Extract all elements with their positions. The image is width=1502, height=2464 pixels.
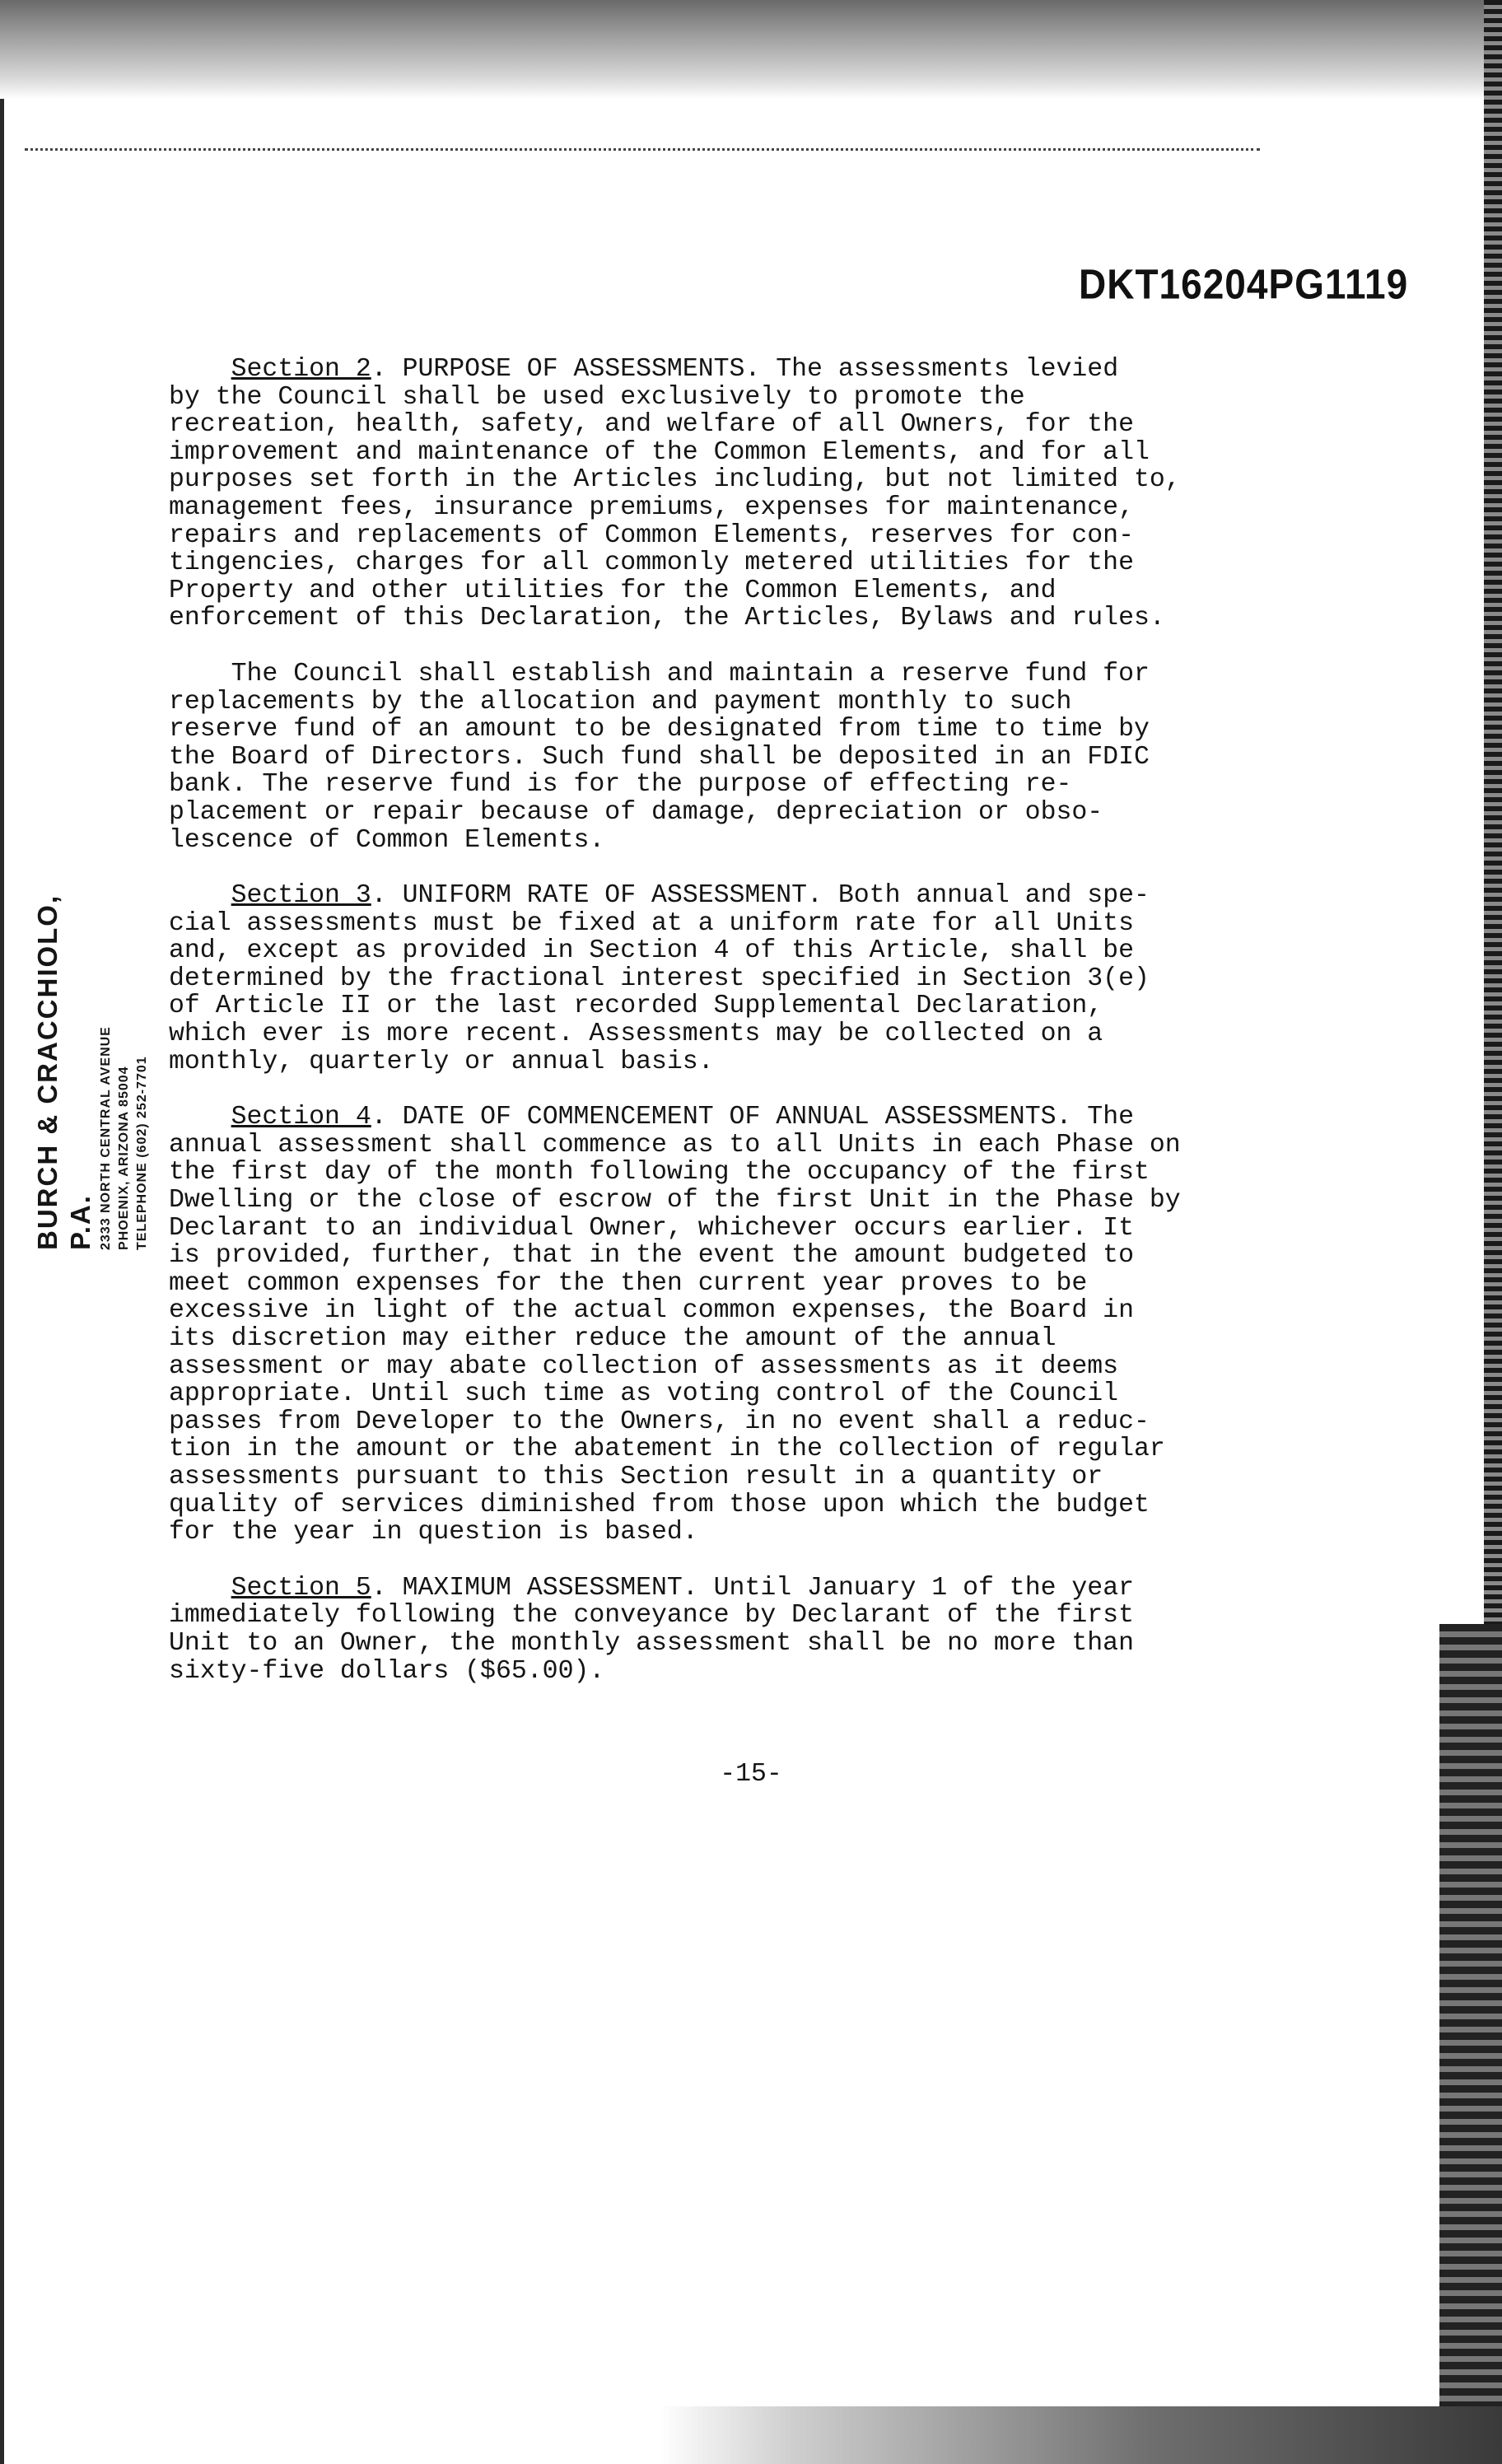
text-line: Unit to an Owner, the monthly assessment shall be no more than: [169, 1628, 1134, 1658]
text-line: cial assessments must be fixed at a uniform rate for all Units: [169, 908, 1134, 938]
section-paragraph: [169, 660, 1330, 854]
text-line: assessment or may abate collection of assessments as it deems: [169, 1351, 1119, 1381]
text-line: enforcement of this Declaration, the Articles, Bylaws and rules.: [169, 604, 1165, 633]
scan-edge-top: [0, 0, 1502, 99]
text-line: determined by the fractional interest specified in Section 3(e): [169, 964, 1150, 993]
text-line: repairs and replacements of Common Elements, reserves for con-: [169, 520, 1134, 550]
section-paragraph: [169, 1104, 1330, 1547]
text-line: for the year in question is based.: [169, 1518, 698, 1547]
text-line: passes from Developer to the Owners, in no event shall a reduc-: [169, 1407, 1150, 1436]
docket-number: DKT16204PG1119: [1079, 260, 1409, 308]
text-line: by the Council shall be used exclusively to promote the: [169, 382, 1025, 412]
section-paragraph: [169, 882, 1330, 1076]
firm-street: 2333 NORTH CENTRAL AVENUE: [99, 1026, 113, 1250]
text-line: Declarant to an individual Owner, whichever occurs earlier. It: [169, 1213, 1134, 1243]
scan-noise-rule: [25, 148, 1260, 151]
firm-telephone: TELEPHONE (602) 252-7701: [135, 1056, 149, 1250]
text-line: Section 4. DATE OF COMMENCEMENT OF ANNUAL ASSESSMENTS. The: [231, 1103, 1135, 1132]
text-line: bank. The reserve fund is for the purpose of effecting re-: [169, 770, 1072, 800]
text-line: its discretion may either reduce the amount of the annual: [169, 1324, 1057, 1353]
section-heading: Section 2: [231, 355, 371, 384]
text-line: sixty-five dollars ($65.00).: [169, 1656, 605, 1686]
scan-edge-bottom: [659, 2406, 1502, 2464]
section-paragraph: [169, 356, 1330, 632]
text-line: improvement and maintenance of the Common Elements, and for all: [169, 437, 1150, 467]
text-line: Property and other utilities for the Common Elements, and: [169, 576, 1057, 605]
text-line: placement or repair because of damage, depreciation or obso-: [169, 797, 1103, 827]
text-line: the first day of the month following the occupancy of the first: [169, 1158, 1150, 1188]
text-line: purposes set forth in the Articles including, but not limited to,: [169, 465, 1181, 495]
text-line: of Article II or the last recorded Supplemental Declaration,: [169, 992, 1103, 1021]
text-line: lescence of Common Elements.: [169, 825, 605, 855]
text-line: monthly, quarterly or annual basis.: [169, 1047, 714, 1076]
text-line: The Council shall establish and maintain a reserve fund for: [169, 659, 1150, 688]
text-line: recreation, health, safety, and welfare of all Owners, for the: [169, 410, 1134, 440]
text-line: Section 2. PURPOSE OF ASSESSMENTS. The assessments levied: [231, 355, 1119, 384]
text-line: which ever is more recent. Assessments may be collected on a: [169, 1020, 1103, 1049]
text-line: Section 3. UNIFORM RATE OF ASSESSMENT. Both annual and spe-: [231, 881, 1150, 911]
text-line: the Board of Directors. Such fund shall be deposited in an FDIC: [169, 742, 1150, 772]
scan-edge-bottom-right: [1439, 1624, 1502, 2464]
text-line: quality of services diminished from those upon which the budget: [169, 1490, 1150, 1519]
law-firm-stamp: [31, 871, 163, 1250]
text-line: reserve fund of an amount to be designated from time to time by: [169, 715, 1150, 744]
document-body: [169, 356, 1330, 1713]
page-number: -15-: [720, 1760, 782, 1789]
text-line: and, except as provided in Section 4 of this Article, shall be: [169, 936, 1134, 966]
text-line: immediately following the conveyance by Declarant of the first: [169, 1601, 1134, 1631]
section-heading: Section 4: [231, 1103, 371, 1132]
text-line: is provided, further, that in the event the amount budgeted to: [169, 1241, 1134, 1271]
scan-edge-left: [0, 0, 4, 2464]
text-line: tion in the amount or the abatement in the collection of regular: [169, 1435, 1165, 1464]
text-line: management fees, insurance premiums, expenses for maintenance,: [169, 492, 1134, 522]
text-line: Dwelling or the close of escrow of the first Unit in the Phase by: [169, 1186, 1181, 1216]
section-paragraph: [169, 1575, 1330, 1685]
firm-city: PHOENIX, ARIZONA 85004: [117, 1066, 131, 1250]
text-line: tingencies, charges for all commonly metered utilities for the: [169, 548, 1134, 578]
text-line: excessive in light of the actual common expenses, the Board in: [169, 1296, 1134, 1326]
section-heading: Section 5: [231, 1573, 371, 1603]
text-line: replacements by the allocation and payment monthly to such: [169, 687, 1072, 716]
section-heading: Section 3: [231, 881, 371, 911]
text-line: annual assessment shall commence as to all Units in each Phase on: [169, 1130, 1181, 1160]
text-line: appropriate. Until such time as voting control of the Council: [169, 1379, 1119, 1409]
text-line: Section 5. MAXIMUM ASSESSMENT. Until January 1 of the year: [231, 1573, 1135, 1603]
firm-name: BURCH & CRACCHIOLO, P.A.: [32, 894, 96, 1250]
text-line: assessments pursuant to this Section result in a quantity or: [169, 1462, 1103, 1491]
text-line: meet common expenses for the then current year proves to be: [169, 1268, 1088, 1298]
